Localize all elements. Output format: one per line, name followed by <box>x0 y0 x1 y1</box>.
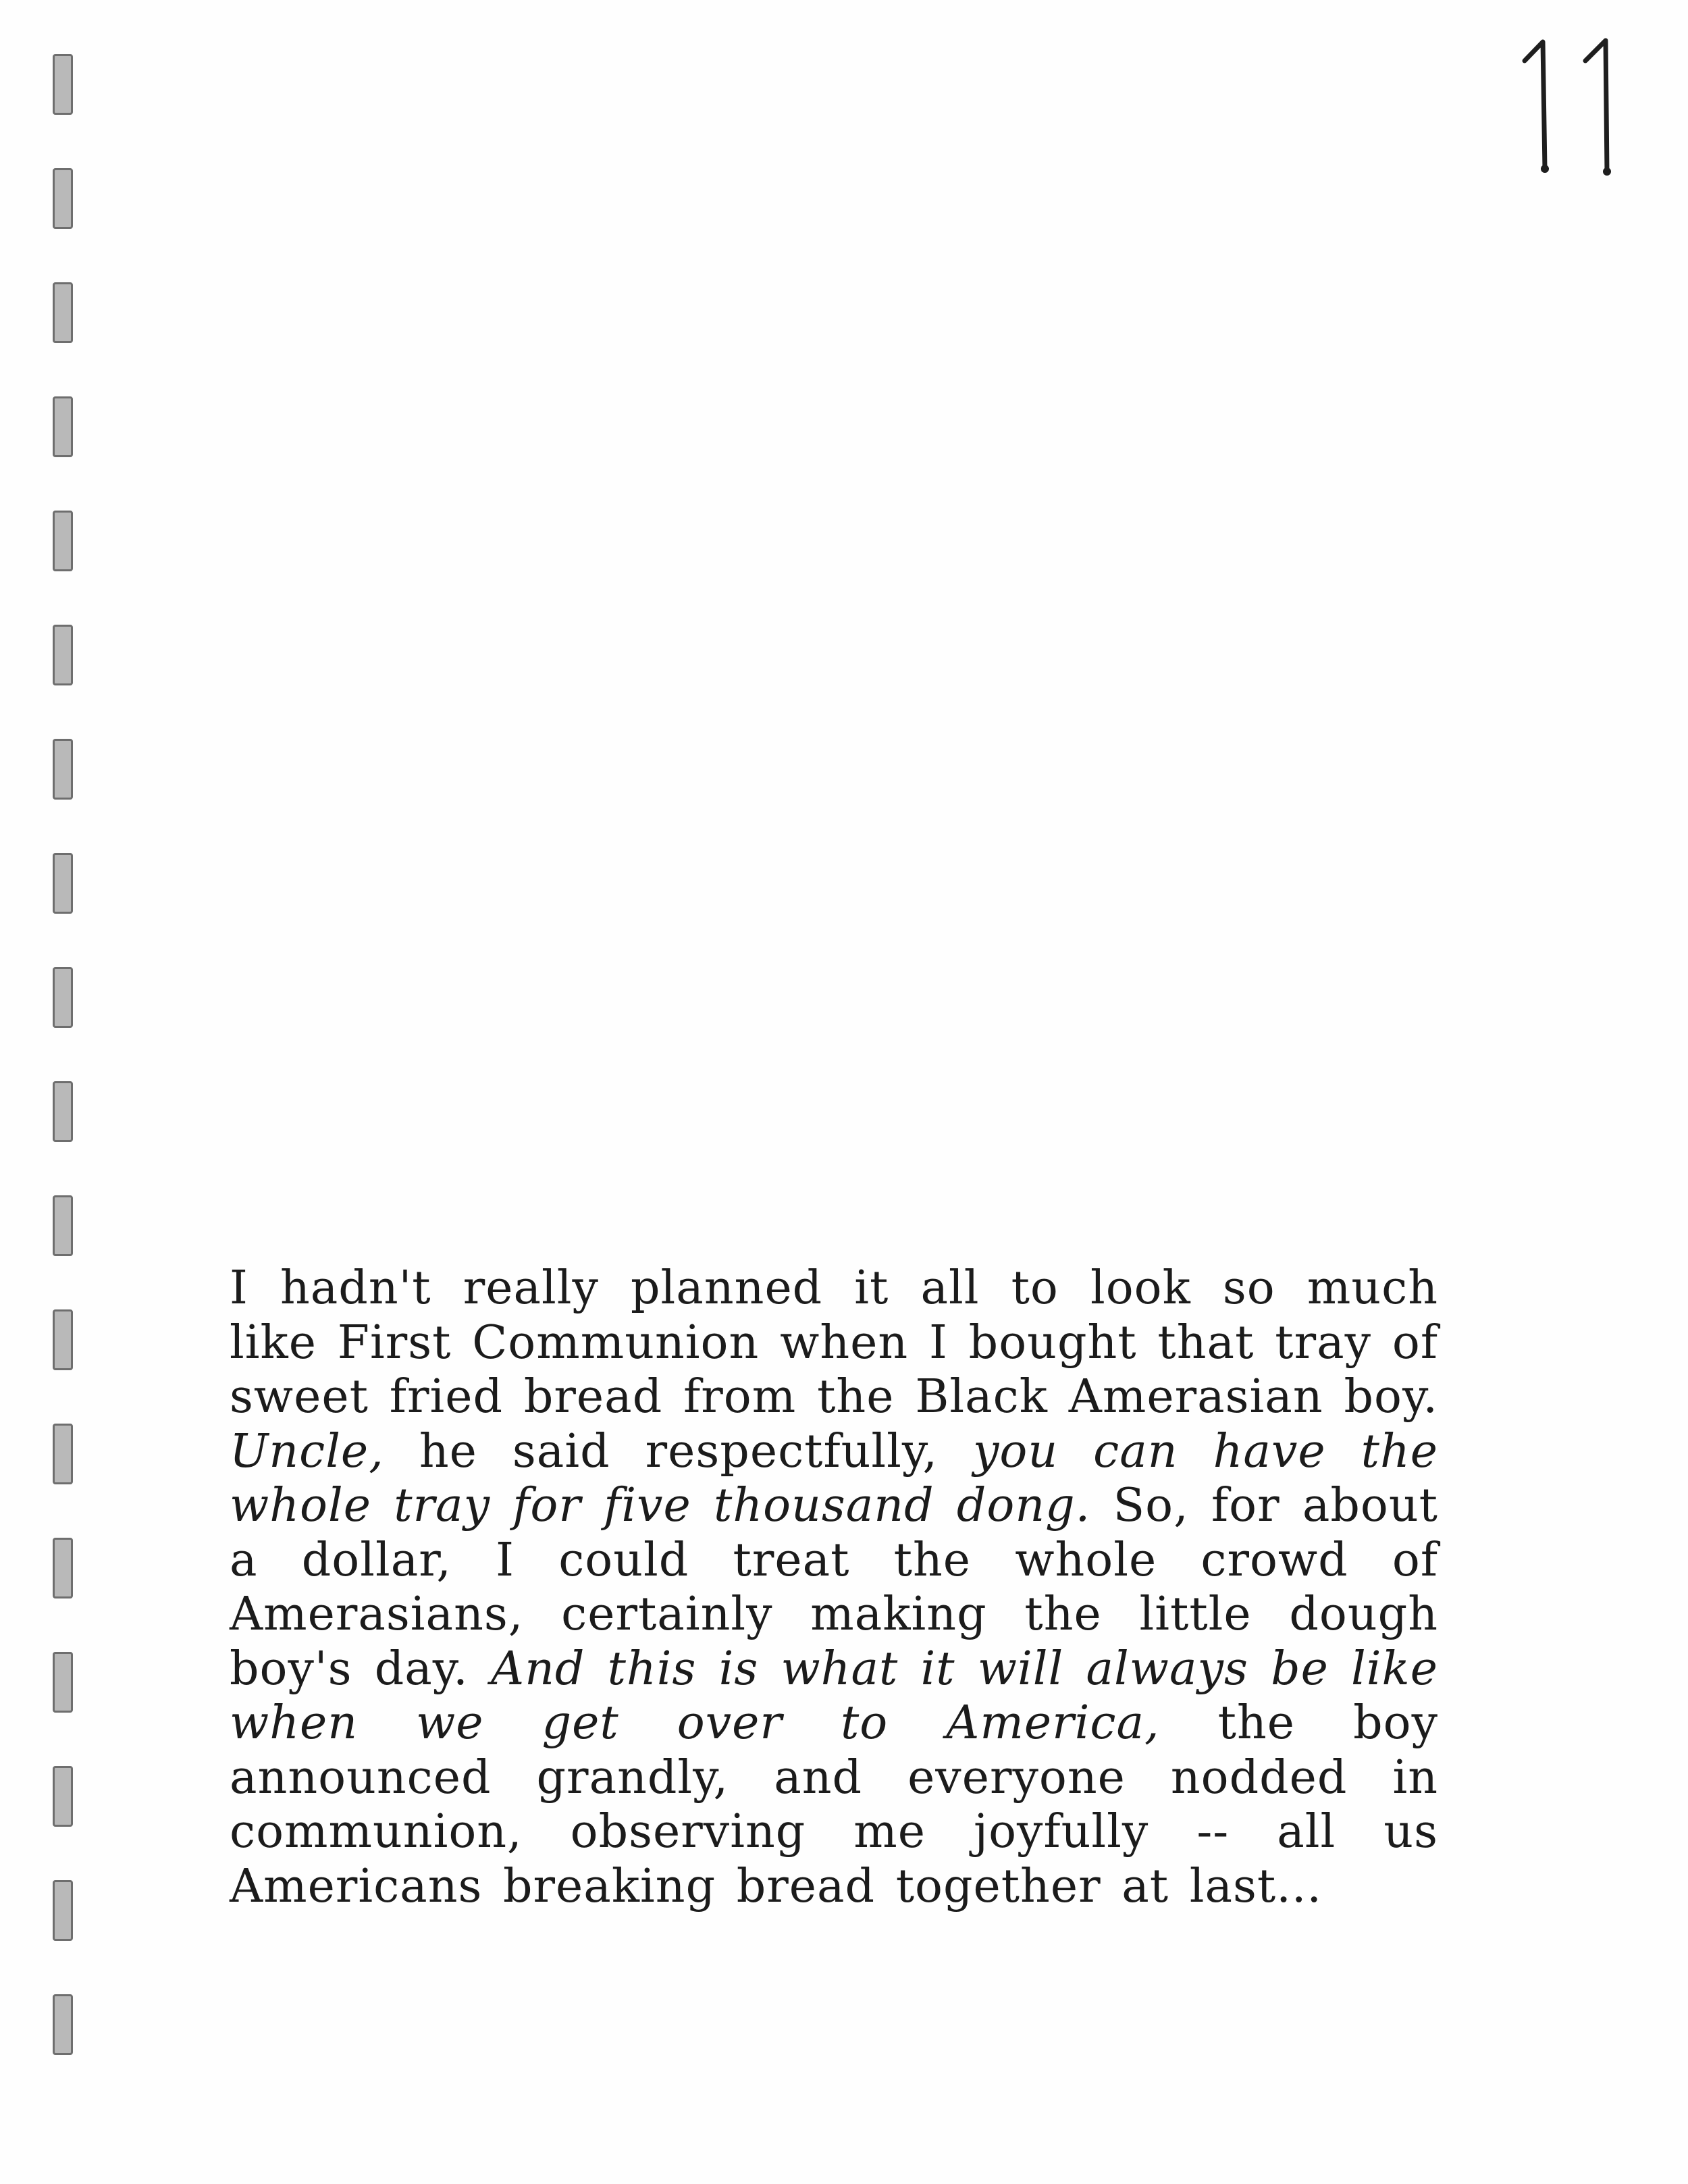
italic-speech-uncle: Uncle, <box>230 1424 384 1478</box>
binding-hole <box>53 282 73 343</box>
binding-hole <box>53 54 73 115</box>
body-paragraph <box>230 1262 1438 1914</box>
binding-hole <box>53 1994 73 2055</box>
binding-hole <box>53 1538 73 1598</box>
page-number <box>1506 34 1641 176</box>
italic-speech-america: And this is what it will always be like when we get over to America, <box>230 1642 1439 1750</box>
binding-hole <box>53 853 73 914</box>
binding-hole <box>53 1766 73 1827</box>
handwritten-page-number <box>1506 34 1641 176</box>
text-segment: the boy announced grandly, and everyone nodded in communion, observing me joyfully -- all us Americans breaking bread together at last... <box>230 1696 1438 1913</box>
binding-hole <box>53 1081 73 1142</box>
binding-hole <box>53 1309 73 1370</box>
binding-hole <box>53 1195 73 1256</box>
italic-speech-offer: you can have the whole tray for five thousand dong. <box>230 1424 1438 1532</box>
binding-hole <box>53 739 73 800</box>
binding-hole <box>53 1424 73 1484</box>
binding-hole <box>53 1880 73 1941</box>
text-segment: I hadn't really planned it all to look so much like First Communion when I bought that tray of sweet fried bread from the Black Amerasian boy. <box>230 1262 1438 1424</box>
binding-hole <box>53 625 73 685</box>
binding-hole <box>53 1652 73 1713</box>
binding-hole <box>53 168 73 229</box>
binding-hole <box>53 396 73 457</box>
binding-holes <box>53 54 80 2121</box>
binding-hole <box>53 511 73 571</box>
text-segment: So, for about a dollar, I could treat the whole crowd of Amerasians, certainly making the little dough boy's day. <box>230 1479 1438 1696</box>
text-segment: he said respectfully, <box>384 1424 973 1478</box>
binding-hole <box>53 967 73 1028</box>
